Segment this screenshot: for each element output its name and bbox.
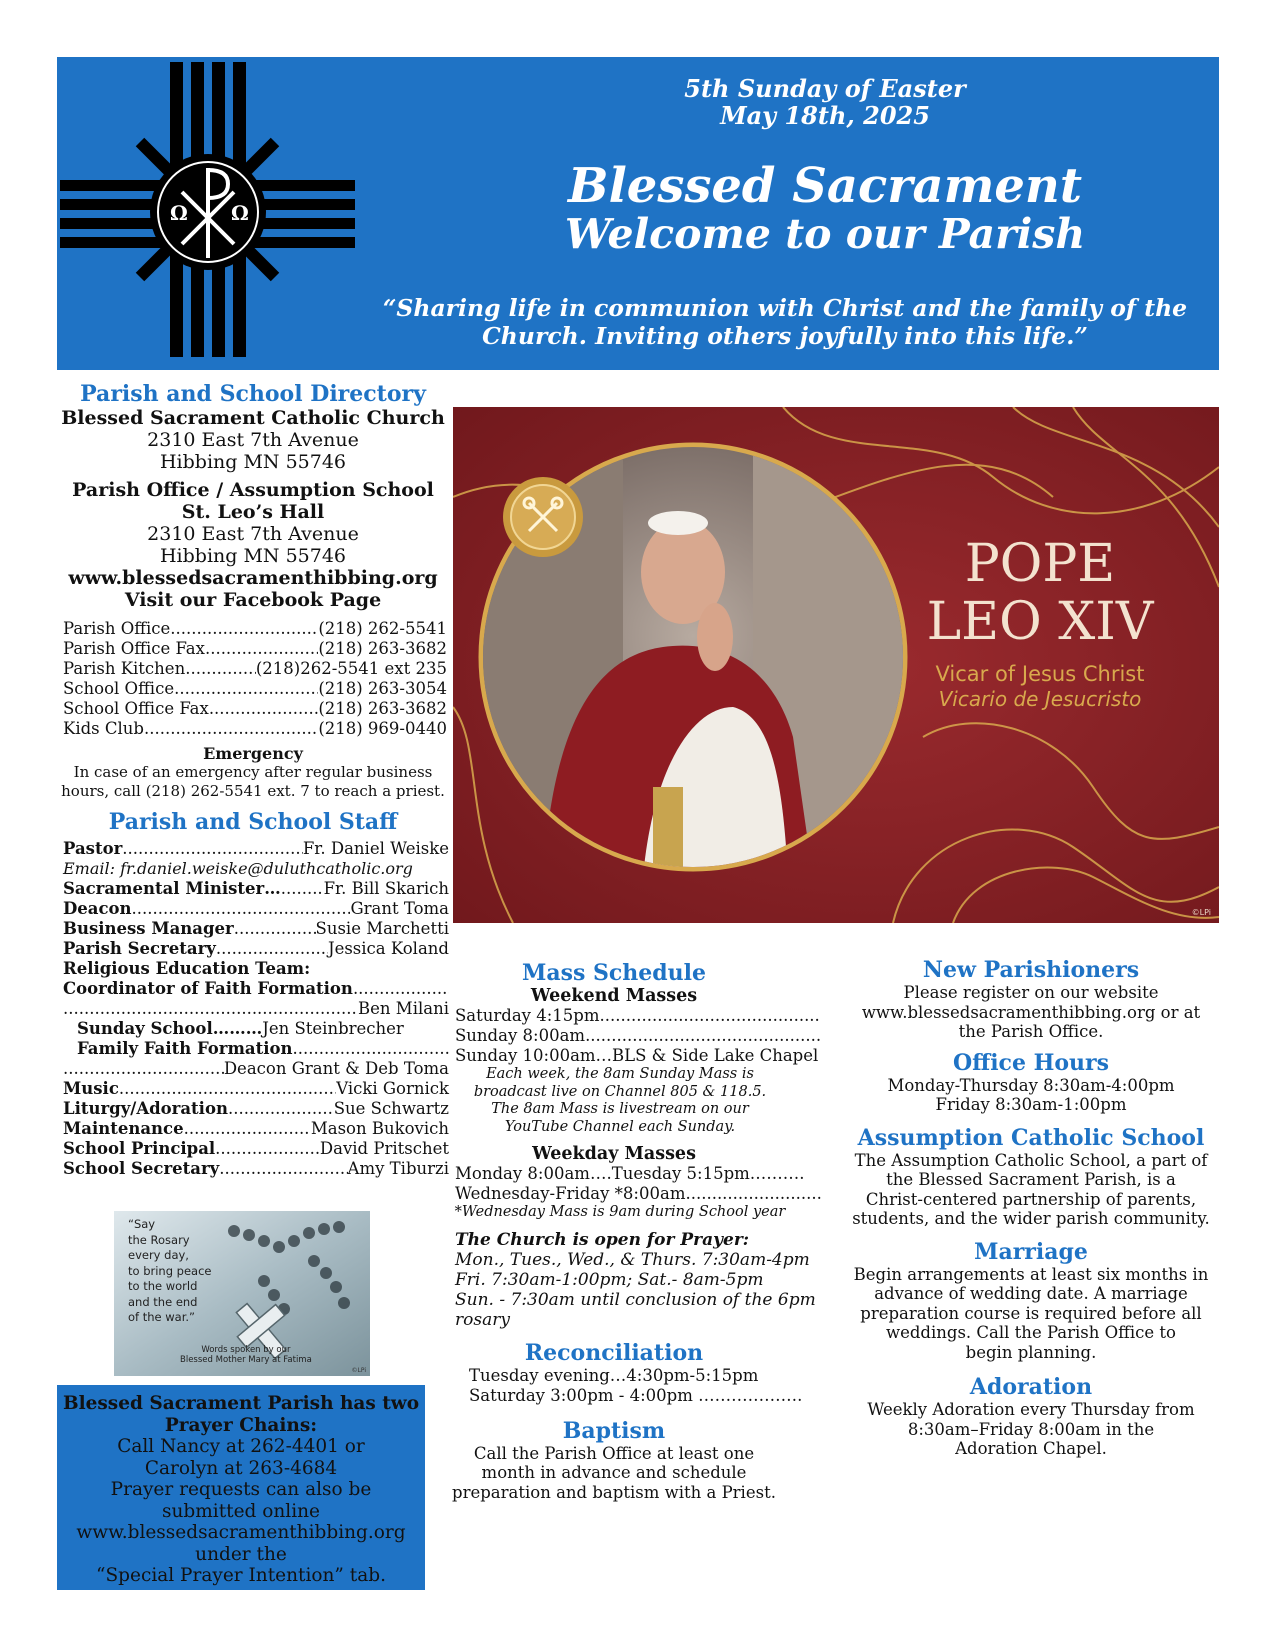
staff-list-b xyxy=(57,1079,449,1179)
emergency-heading: Emergency xyxy=(203,744,303,763)
staff-row-value: Sue Schwartz xyxy=(333,1099,449,1118)
rosary-quote-line: and the end xyxy=(128,1294,198,1309)
marriage-line-3: preparation course is required before all xyxy=(860,1303,1202,1323)
phone-row-value: (218) 263-3682 xyxy=(318,699,447,718)
pope-leo-image xyxy=(453,407,1219,923)
adoration-line-3: Adoration Chapel. xyxy=(955,1439,1107,1458)
prayer-chains-box xyxy=(57,1385,425,1590)
staff-row-value: Vicki Gornick xyxy=(336,1079,449,1098)
phone-row xyxy=(57,619,449,639)
church-open-line-4: rosary xyxy=(455,1309,510,1330)
marriage-heading: Marriage xyxy=(974,1238,1088,1265)
phone-row-label: School Office Fax xyxy=(63,699,209,718)
emergency-line-1: In case of an emergency after regular business xyxy=(73,763,433,781)
logo-omega-left: Ω xyxy=(170,201,188,225)
prayer-chains-line-1: Blessed Sacrament Parish has two xyxy=(62,1393,420,1414)
directory-column xyxy=(57,381,449,1179)
staff-row-label: Deacon xyxy=(63,899,132,918)
reconciliation-line-1: Tuesday evening…4:30pm-5:15pm xyxy=(469,1365,759,1385)
staff-value: Jen Steinbrecher xyxy=(262,1019,404,1038)
baptism-heading: Baptism xyxy=(562,1417,666,1444)
phone-row-label: Kids Club xyxy=(63,719,144,738)
broadcast-note-1: Each week, the 8am Sunday Mass is xyxy=(486,1066,754,1082)
rosary-credit-line: Words spoken by our xyxy=(201,1345,291,1355)
new-parishioners-line-3: the Parish Office. xyxy=(958,1022,1104,1041)
staff-row-pastor xyxy=(57,839,449,859)
emergency-line-2: hours, call (218) 262-5541 ext. 7 to reach a priest. xyxy=(61,782,445,800)
staff-row xyxy=(57,1079,449,1099)
rosary-quote-line: to the world xyxy=(128,1279,198,1293)
hall-name: St. Leo’s Hall xyxy=(181,501,325,523)
phone-row-value: (218)262-5541 ext 235 xyxy=(255,659,447,678)
prayer-chains-line-2: Prayer Chains: xyxy=(164,1414,318,1436)
phone-row xyxy=(57,639,449,659)
mass-schedule-heading: Mass Schedule xyxy=(521,960,707,986)
staff-label: Coordinator of Faith Formation xyxy=(63,979,353,998)
staff-row xyxy=(57,939,449,959)
phone-row-label: Parish Office xyxy=(63,619,171,638)
mass-time: Saturday 4:15pm xyxy=(455,1006,600,1025)
pope-name xyxy=(925,535,1155,651)
phone-row-label: Parish Office Fax xyxy=(63,639,205,658)
staff-row-family xyxy=(57,1039,449,1059)
marriage-line-2: advance of wedding date. A marriage xyxy=(874,1284,1188,1303)
mass-row-mon-tue xyxy=(455,1164,821,1184)
office-hours-line-1: Monday-Thursday 8:30am-4:00pm xyxy=(887,1075,1175,1095)
rosary-credit-line: Blessed Mother Mary at Fatima xyxy=(180,1355,312,1365)
phone-row xyxy=(57,719,449,739)
staff-list-a xyxy=(57,879,449,959)
church-address-line-2: Hibbing MN 55746 xyxy=(159,451,347,473)
staff-row-label: School Secretary xyxy=(63,1159,220,1178)
staff-row xyxy=(57,1139,449,1159)
prayer-chains-line-4: Carolyn at 263-4684 xyxy=(144,1457,338,1479)
pope-name-line-2: LEO XIV xyxy=(926,592,1154,652)
church-address-line-1: 2310 East 7th Avenue xyxy=(147,429,359,451)
reconciliation-heading: Reconciliation xyxy=(524,1339,704,1366)
staff-row-value: Jessica Koland xyxy=(327,939,449,958)
phone-list xyxy=(57,619,449,739)
adoration-line-1: Weekly Adoration every Thursday from xyxy=(867,1400,1195,1419)
staff-row-label: Music xyxy=(63,1079,119,1098)
school-line-1: The Assumption Catholic School, a part of xyxy=(854,1150,1208,1170)
marriage-line-5: begin planning. xyxy=(965,1342,1097,1362)
motto-line-1: “Sharing life in communion with Christ and the family of the xyxy=(382,294,1188,322)
staff-row-value: Fr. Bill Skarich xyxy=(323,879,449,898)
staff-row xyxy=(57,1119,449,1139)
marriage-line-1: Begin arrangements at least six months in xyxy=(853,1264,1209,1284)
broadcast-note-4: YouTube Channel each Sunday. xyxy=(504,1118,736,1135)
pastor-email[interactable]: Email: fr.daniel.weiske@duluthcatholic.org xyxy=(63,859,413,878)
phone-row-value: (218) 263-3054 xyxy=(318,679,447,698)
phone-row-label: School Office xyxy=(63,679,175,698)
parish-motto xyxy=(380,294,1190,350)
pope-image-copyright: ©LPi xyxy=(1191,908,1211,917)
staff-row-sunday-school xyxy=(57,1019,449,1039)
mass-time: Wednesday-Friday *8:00am xyxy=(455,1184,686,1203)
info-column xyxy=(851,957,1211,1459)
mass-column xyxy=(452,960,821,1502)
liturgical-sunday: 5th Sunday of Easter xyxy=(684,74,966,103)
phone-row-value: (218) 263-3682 xyxy=(318,639,447,658)
staff-value: Ben Milani xyxy=(358,999,449,1018)
prayer-chains-line-9: “Special Prayer Intention” tab. xyxy=(96,1565,386,1586)
broadcast-note-2: broadcast live on Channel 805 & 118.5. xyxy=(473,1083,767,1100)
baptism-line-1: Call the Parish Office at least one xyxy=(473,1443,755,1463)
rosary-quote-line: every day, xyxy=(128,1248,189,1262)
mass-time: Sunday 10:00am…BLS & Side Lake Chapel xyxy=(455,1046,819,1065)
staff-row-label: Business Manager xyxy=(63,919,234,938)
staff-row-label: Sacramental Minister… xyxy=(63,879,281,898)
welcome-subtitle: Welcome to our Parish xyxy=(564,210,1086,258)
marriage-line-4: weddings. Call the Parish Office to xyxy=(885,1323,1176,1342)
school-line-2: the Blessed Sacrament Parish, is a xyxy=(886,1170,1176,1189)
staff-row-value: Susie Marchetti xyxy=(315,919,449,938)
rosary-quote-line: the Rosary xyxy=(128,1232,190,1247)
office-hours-heading: Office Hours xyxy=(952,1049,1110,1076)
new-parishioners-website[interactable]: www.blessedsacramenthibbing.org or at xyxy=(861,1002,1201,1022)
school-line-3: Christ-centered partnership of parents, xyxy=(865,1189,1197,1209)
school-line-4: students, and the wider parish community. xyxy=(852,1209,1210,1228)
chi-rho-cross-logo xyxy=(60,62,355,357)
facebook-link[interactable]: Visit our Facebook Page xyxy=(124,589,382,611)
logo-alpha: Α xyxy=(180,158,181,159)
reconciliation-line-2: Saturday 3:00pm - 4:00pm ………………. xyxy=(469,1385,803,1405)
staff-row xyxy=(57,1099,449,1119)
staff-row-value: Mason Bukovich xyxy=(310,1119,449,1138)
prayer-chains-line-5: Prayer requests can also be xyxy=(110,1479,372,1500)
church-open-line-1: Mon., Tues., Wed., & Thurs. 7:30am-4pm xyxy=(455,1249,810,1270)
pope-title-es: Vicario de Jesucristo xyxy=(938,687,1142,711)
logo-omega-right: Ω xyxy=(231,201,249,225)
office-name: Parish Office / Assumption School xyxy=(72,479,434,501)
religious-ed-heading xyxy=(57,959,449,979)
directory-heading: Parish and School Directory xyxy=(80,381,426,407)
staff-label: Sunday School……… xyxy=(77,1019,263,1038)
staff-row-label: Parish Secretary xyxy=(63,939,216,958)
staff-row-value: Grant Toma xyxy=(350,899,449,918)
staff-label: Religious Education Team: xyxy=(63,959,311,978)
new-parishioners-line-1: Please register on our website xyxy=(903,983,1159,1002)
pope-name-line-1: POPE xyxy=(964,534,1116,594)
phone-row xyxy=(57,699,449,719)
adoration-heading: Adoration xyxy=(969,1374,1093,1400)
staff-row-label: Liturgy/Adoration xyxy=(63,1099,228,1118)
phone-row-label: Parish Kitchen xyxy=(63,659,186,678)
church-open-line-2: Fri. 7:30am-1:00pm; Sat.- 8am-5pm xyxy=(455,1269,764,1290)
mass-row-sunday-10 xyxy=(455,1046,821,1066)
phone-row xyxy=(57,679,449,699)
rosary-quote-line: to bring peace xyxy=(128,1263,212,1278)
rosary-card xyxy=(114,1211,370,1376)
staff-row xyxy=(57,919,449,939)
staff-row xyxy=(57,879,449,899)
phone-row-value: (218) 969-0440 xyxy=(318,719,447,738)
pope-title-en: Vicar of Jesus Christ xyxy=(935,662,1145,686)
staff-heading: Parish and School Staff xyxy=(108,809,398,835)
mass-row-sunday-8 xyxy=(455,1026,821,1046)
staff-row xyxy=(57,899,449,919)
church-open-line-3: Sun. - 7:30am until conclusion of the 6pm xyxy=(455,1289,816,1310)
baptism-line-2: month in advance and schedule xyxy=(481,1463,747,1482)
phone-row xyxy=(57,659,449,679)
phone-row-value: (218) 262-5541 xyxy=(318,619,447,638)
church-open-heading: The Church is open for Prayer: xyxy=(455,1229,750,1250)
office-address-line-1: 2310 East 7th Avenue xyxy=(147,523,359,545)
rosary-copyright: ©LPi xyxy=(351,1367,366,1374)
mass-row-wed-fri xyxy=(455,1184,821,1204)
staff-row-label: Maintenance xyxy=(63,1119,184,1138)
office-hours-line-2: Friday 8:30am-1:00pm xyxy=(935,1095,1127,1114)
staff-value: Fr. Daniel Weiske xyxy=(302,839,449,858)
staff-row-family-name xyxy=(57,1059,449,1079)
parish-title: Blessed Sacrament xyxy=(568,158,1082,214)
staff-row-value: Amy Tiburzi xyxy=(347,1159,449,1178)
staff-row-value: David Pritschet xyxy=(319,1139,449,1158)
weekday-masses-heading: Weekday Masses xyxy=(532,1144,696,1164)
staff-row xyxy=(57,1159,449,1179)
rosary-quote-line: “Say xyxy=(128,1217,156,1231)
papal-keys-seal xyxy=(503,477,583,557)
staff-row-coordinator xyxy=(57,979,449,999)
prayer-chains-line-6: submitted online xyxy=(162,1500,320,1522)
motto-line-2: Church. Inviting others joyfully into this life.” xyxy=(482,322,1088,350)
prayer-chains-website-link[interactable]: www.blessedsacramenthibbing.org xyxy=(76,1522,406,1543)
staff-label: Pastor xyxy=(63,839,123,858)
mass-time: Sunday 8:00am xyxy=(455,1026,586,1045)
prayer-chains-line-3: Call Nancy at 262-4401 or xyxy=(117,1436,365,1457)
new-parishioners-heading: New Parishioners xyxy=(922,957,1140,983)
rosary-quote xyxy=(128,1217,212,1326)
staff-label: Family Faith Formation xyxy=(77,1039,293,1058)
prayer-chains-line-8: under the xyxy=(195,1543,287,1565)
bulletin-date: May 18th, 2025 xyxy=(720,101,930,130)
weekend-masses-heading: Weekend Masses xyxy=(530,986,698,1006)
rosary-credit xyxy=(180,1345,312,1365)
church-name: Blessed Sacrament Catholic Church xyxy=(61,407,445,429)
rosary-quote-line: of the war.” xyxy=(128,1310,196,1324)
staff-value: Deacon Grant & Deb Toma xyxy=(223,1059,449,1078)
office-address-line-2: Hibbing MN 55746 xyxy=(159,545,347,567)
baptism-line-3: preparation and baptism with a Priest. xyxy=(452,1482,776,1502)
mass-row-saturday xyxy=(455,1006,821,1026)
adoration-line-2: 8:30am–Friday 8:00am in the xyxy=(907,1419,1155,1439)
mass-time: Monday 8:00am….Tuesday 5:15pm………. xyxy=(455,1164,805,1183)
wednesday-note: *Wednesday Mass is 9am during School year xyxy=(454,1204,786,1220)
staff-row-label: School Principal xyxy=(63,1139,216,1158)
broadcast-note-3: The 8am Mass is livestream on our xyxy=(491,1101,749,1117)
website-link[interactable]: www.blessedsacramenthibbing.org xyxy=(68,567,438,589)
staff-row-coordinator-name xyxy=(57,999,449,1019)
school-heading: Assumption Catholic School xyxy=(857,1124,1205,1151)
